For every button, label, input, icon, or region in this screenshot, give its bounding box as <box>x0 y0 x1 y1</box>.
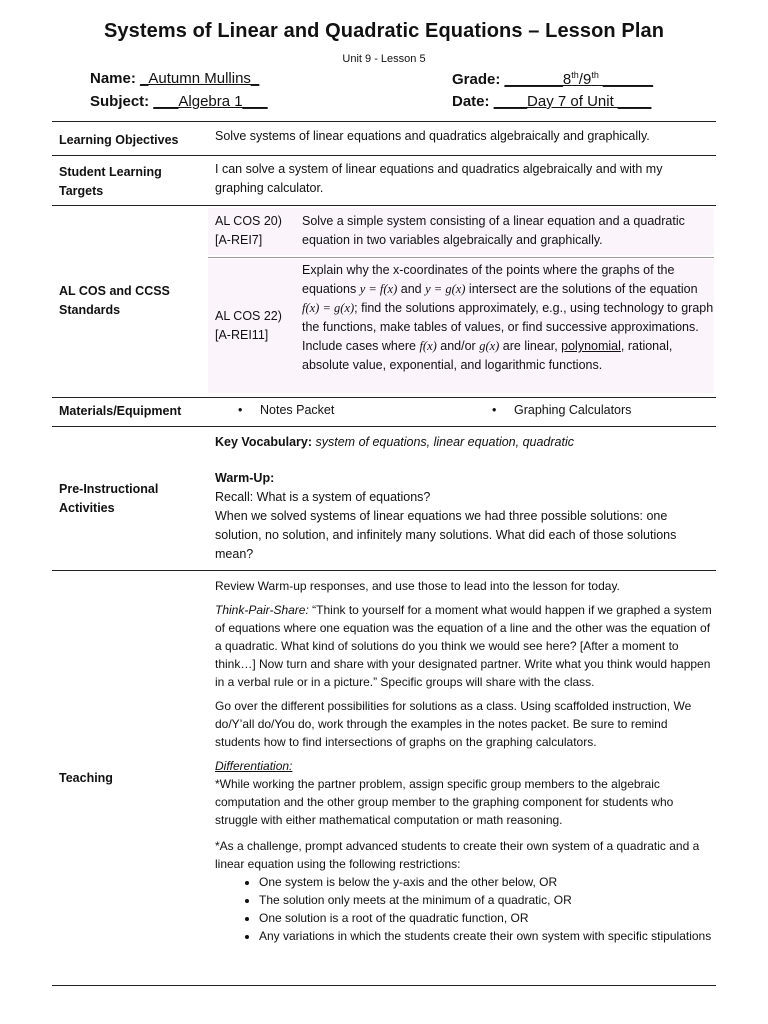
objectives-text: Solve systems of linear equations and quadratics algebraically and graphically. <box>215 129 650 143</box>
standard-1-code: AL COS 20) [A-REI7] <box>215 214 282 247</box>
tps-text: “Think to yourself for a moment what would happen if we graphed a system of equations where one equation was the equation of a line and the other was the equation of a quadratic. What kind of solutions do you think we would see here? [After a moment to think…] Now turn and share with your designated partner. Write what you think would happen in a verbal rule or in a picture.” Specific groups will share with the class. <box>215 603 712 689</box>
table-rule <box>52 985 716 986</box>
equation: f(x) = g(x) <box>302 301 355 315</box>
table-rule <box>52 426 716 427</box>
bullet-icon: • <box>238 403 243 417</box>
materials-label: Materials/Equipment <box>59 404 182 418</box>
pre-label: Pre-Instructional Activities <box>59 482 159 515</box>
list-item: • Any variations in which the students create their own system with specific stipulations <box>259 927 715 945</box>
equation: g(x) <box>479 339 500 353</box>
subject-value: ___Algebra 1___ <box>153 93 268 110</box>
unit-label: Unit 9 - Lesson 5 <box>342 53 426 65</box>
name-line <box>90 70 259 87</box>
table-rule <box>52 155 716 156</box>
date-label: Date: <box>452 93 490 110</box>
differentiation-label: Differentiation: <box>215 759 293 773</box>
equation: f(x) <box>419 339 437 353</box>
warmup-question: When we solved systems of linear equations we had three possible solutions: one solution, no solution, and infinitely many solutions. What did each of those solutions mean? <box>215 509 677 561</box>
date-value: ____Day 7 of Unit ____ <box>493 93 652 110</box>
targets-label: Student Learning Targets <box>59 165 162 198</box>
page-title: Systems of Linear and Quadratic Equations – Lesson Plan <box>103 20 665 42</box>
date-line <box>452 93 651 110</box>
vocab-label: Key Vocabulary: <box>215 435 313 449</box>
materials-bullet-1 <box>238 401 242 420</box>
table-rule <box>52 397 716 398</box>
subject-line <box>90 93 268 110</box>
list-item: • The solution only meets at the minimum of a quadratic, OR <box>259 891 715 909</box>
targets-text: I can solve a system of linear equations and quadratics algebraically and with my graphing calculator. <box>215 162 663 195</box>
bullet-icon: • <box>492 403 497 417</box>
polynomial-link: polynomial <box>561 339 621 353</box>
restrictions-list <box>215 873 715 945</box>
table-rule <box>52 570 716 571</box>
equation: y = g(x) <box>425 282 466 296</box>
grade-label: Grade: <box>452 71 501 88</box>
challenge-text: *As a challenge, prompt advanced students to create their own system of a quadratic and a linear equation using the following restrictions: <box>215 839 700 871</box>
equation: y = f(x) <box>359 282 398 296</box>
teaching-label: Teaching <box>59 771 113 785</box>
pre-content <box>215 433 713 564</box>
grade-value: _______8th/9th ______ <box>504 70 654 88</box>
grade-line <box>452 70 653 88</box>
materials-item-2: Graphing Calculators <box>514 403 632 417</box>
name-value: _Autumn Mullins_ <box>140 70 260 87</box>
vocab-line <box>215 433 713 452</box>
standard-2-text: Explain why the x-coordinates of the points where the graphs of the equations y = f(x) and y = g(x) intersect are the solutions of the equation f(x) = g(x); find the solutions approximately, e.g., using technology to graph the functions, make tables of values, or find successive approximations. Include cases where f(x) and/or g(x) are linear, polynomial, rational, absolute value, exponential, and logarithmic functions. <box>302 263 714 372</box>
materials-item-1: Notes Packet <box>260 403 335 417</box>
standards-label: AL COS and CCSS Standards <box>59 284 170 317</box>
teaching-p1: Review Warm-up responses, and use those to lead into the lesson for today. <box>215 579 620 593</box>
table-rule <box>52 205 716 206</box>
differentiation-text: *While working the partner problem, assign specific group members to the algebraic computation and the other group member to the graphing component for students who struggle with either mathematical computation or math reasoning. <box>215 777 674 827</box>
teaching-content <box>215 577 715 945</box>
table-rule <box>52 121 716 122</box>
tps-label: Think-Pair-Share: <box>215 603 309 617</box>
standards-divider <box>208 257 714 258</box>
list-item: • One solution is a root of the quadratic function, OR <box>259 909 715 927</box>
teaching-p3: Go over the different possibilities for solutions as a class. Using scaffolded instruction, We do/Y’all do/You do, work through the examples in the notes packet. Be sure to remind students how to find intersections of graphs on the graphing calculators. <box>215 699 692 749</box>
think-pair-share <box>215 601 715 691</box>
standard-1-text: Solve a simple system consisting of a linear equation and a quadratic equation in two variables algebraically and graphically. <box>302 214 685 247</box>
standard-2-code: AL COS 22) [A-REI11] <box>215 309 282 342</box>
warmup-recall: Recall: What is a system of equations? <box>215 490 431 504</box>
materials-bullet-2 <box>492 401 496 420</box>
objectives-label: Learning Objectives <box>59 133 179 147</box>
list-item: • One system is below the y-axis and the other below, OR <box>259 873 715 891</box>
vocab-text: system of equations, linear equation, quadratic <box>312 435 574 449</box>
name-label: Name: <box>90 70 136 87</box>
subject-label: Subject: <box>90 93 150 110</box>
warmup-label: Warm-Up: <box>215 471 275 485</box>
